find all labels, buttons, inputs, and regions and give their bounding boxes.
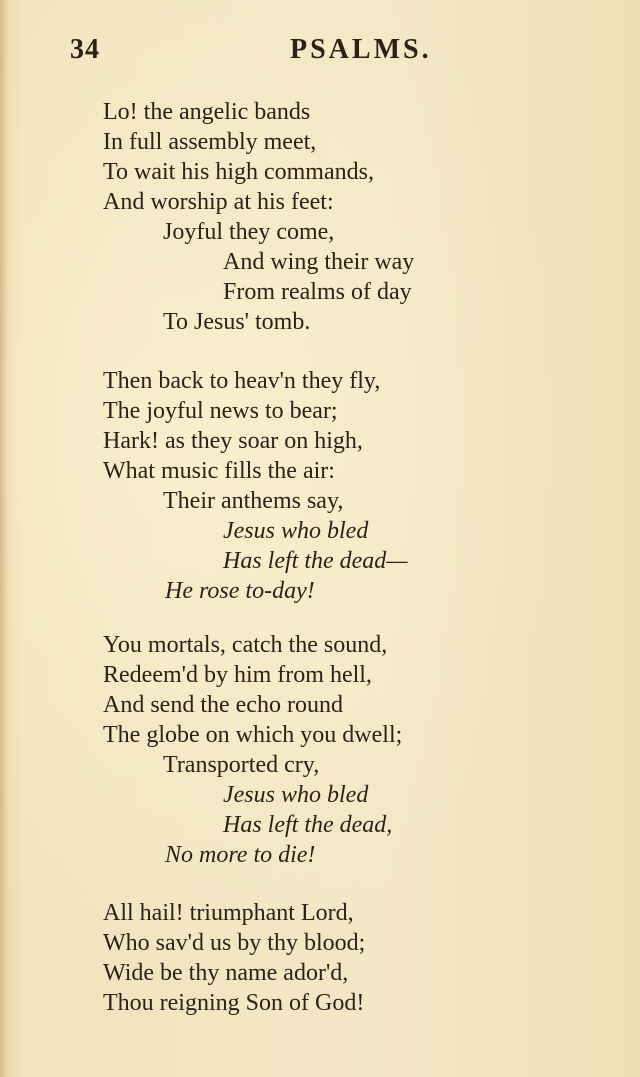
verse-line: Joyful they come,	[163, 219, 335, 245]
stanza-3	[103, 630, 523, 870]
verse-line: Hark! as they soar on high,	[103, 428, 363, 454]
verse-line: Redeem'd by him from hell,	[103, 662, 372, 688]
page-header	[70, 30, 430, 74]
verse-line: He rose to-day!	[165, 578, 315, 604]
verse-line: The globe on which you dwell;	[103, 722, 403, 748]
stanza-4	[103, 898, 523, 1018]
verse-line: Transported cry,	[163, 752, 320, 778]
verse-line: Their anthems say,	[163, 488, 344, 514]
verse-line: And send the echo round	[103, 692, 343, 718]
verse-line: You mortals, catch the sound,	[103, 632, 388, 658]
page-edge-shadow	[0, 0, 8, 1077]
verse-line: From realms of day	[223, 279, 412, 305]
verse-line: Jesus who bled	[223, 782, 369, 808]
verse-line: Lo! the angelic bands	[103, 99, 311, 125]
verse-line: To wait his high commands,	[103, 159, 374, 185]
stanza-1	[103, 97, 523, 337]
page-number: 34	[70, 34, 100, 65]
verse-line: Thou reigning Son of God!	[103, 990, 365, 1016]
verse-line: Jesus who bled	[223, 518, 369, 544]
verse-line: To Jesus' tomb.	[163, 309, 311, 335]
verse-line: No more to die!	[165, 842, 316, 868]
verse-line: Who sav'd us by thy blood;	[103, 930, 366, 956]
verse-line: What music fills the air:	[103, 458, 335, 484]
stanza-2	[103, 366, 523, 606]
verse-line: In full assembly meet,	[103, 129, 317, 155]
verse-line: Has left the dead—	[223, 548, 408, 574]
verse-line: Has left the dead,	[223, 812, 393, 838]
running-title: PSALMS.	[290, 34, 432, 65]
verse-line: And wing their way	[223, 249, 415, 275]
verse-line: Wide be thy name ador'd,	[103, 960, 349, 986]
verse-line: All hail! triumphant Lord,	[103, 900, 354, 926]
verse-line: And worship at his feet:	[103, 189, 334, 215]
verse-line: Then back to heav'n they fly,	[103, 368, 381, 394]
verse-line: The joyful news to bear;	[103, 398, 338, 424]
